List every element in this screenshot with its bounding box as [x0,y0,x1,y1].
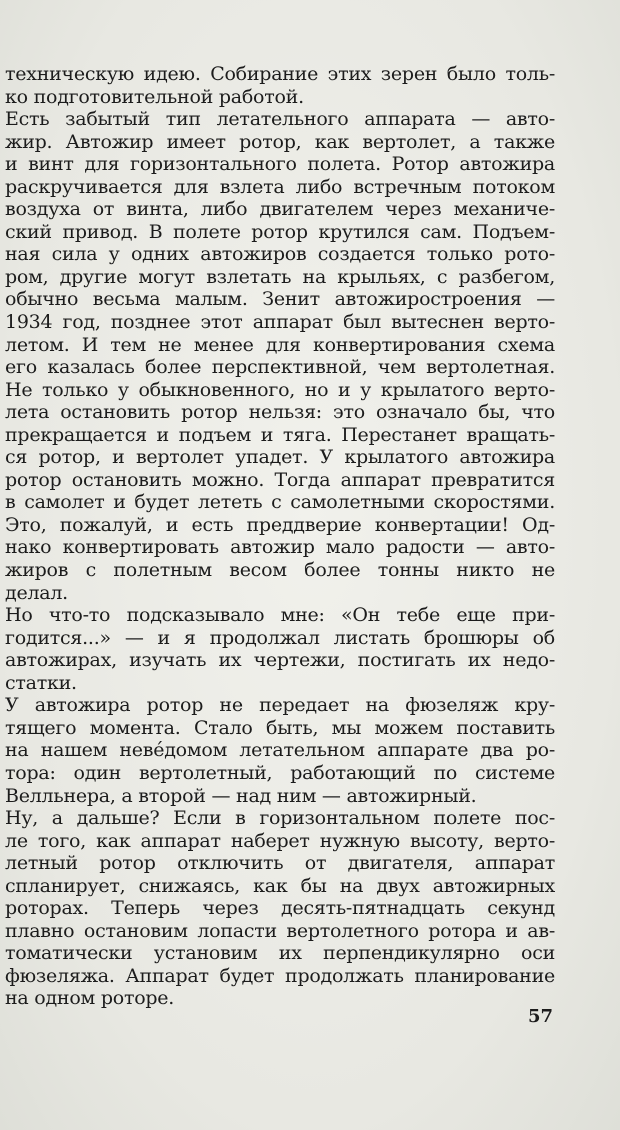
text-line: Не только у обыкновенного, но и у крылатого верто- [5,378,555,401]
body-text [5,63,555,1010]
text-line: фюзеляжа. Аппарат будет продолжать планирование [5,964,555,987]
text-line: в самолет и будет лететь с самолетными скоростями. [5,491,555,514]
text-line: ле того, как аппарат наберет нужную высоту, верто- [5,829,555,852]
paragraph [5,63,555,108]
text-line: Велльнера, а второй — над ним — автожирный. [5,784,477,807]
text-line: ротор остановить можно. Тогда аппарат превратится [5,468,555,491]
text-line: прекращается и подъем и тяга. Перестанет вращать- [5,423,555,446]
text-line: на одном роторе. [5,987,175,1010]
text-line: воздуха от винта, либо двигателем через механиче- [5,198,555,221]
text-line: томатически установим их перпендикулярно оси [5,942,555,965]
text-line: техническую идею. Собирание этих зерен было толь- [5,63,555,85]
text-line: ся ротор, и вертолет упадет. У крылатого автожира [5,446,555,469]
text-line: Есть забытый тип летательного аппарата — авто- [5,108,555,131]
text-line: Это, пожалуй, и есть преддверие конвертации! Од- [5,513,555,536]
text-line: тящего момента. Стало быть, мы можем поставить [5,716,555,739]
text-line: 1934 год, позднее этот аппарат был вытеснен верто- [5,311,555,334]
text-line: лета остановить ротор нельзя: это означало бы, что [5,401,555,424]
text-line: обычно весьма малым. Зенит автожиростроения — [5,288,555,311]
text-line: летом. И тем не менее для конвертирования схема [5,333,555,356]
text-line: Но что-то подсказывало мне: «Он тебе еще при- [5,604,555,627]
text-line: спланирует, снижаясь, как бы на двух автожирных [5,874,555,897]
text-line: Ну, а дальше? Если в горизонтальном полете пос- [5,807,555,830]
text-line: ский привод. В полете ротор крутился сам. Подъем- [5,220,555,243]
text-line: жиров с полетным весом более тонны никто не [5,559,555,582]
text-line: тора: один вертолетный, работающий по системе [5,761,555,784]
text-line: нако конвертировать автожир мало радости — авто- [5,536,555,559]
paragraph [5,108,555,604]
text-line: летный ротор отключить от двигателя, аппарат [5,852,555,875]
text-line: У автожира ротор не передает на фюзеляж кру- [5,694,555,717]
paragraph [5,807,555,1010]
text-line: годится...» — и я продолжал листать брошюры об [5,626,555,649]
paragraph [5,604,555,694]
text-line: на нашем невéдомом летательном аппарате два ро- [5,739,555,762]
text-line: раскручивается для взлета либо встречным потоком [5,175,555,198]
text-line: автожирах, изучать их чертежи, постигать их недо- [5,649,555,672]
text-line: плавно остановим лопасти вертолетного ротора и ав- [5,919,555,942]
text-line: роторах. Теперь через десять-пятнадцать секунд [5,897,555,920]
text-line: ром, другие могут взлетать на крыльях, с разбегом, [5,265,555,288]
text-line: ко подготовительной работой. [5,85,304,108]
text-line: и винт для горизонтального полета. Ротор автожира [5,153,555,176]
text-line: ная сила у одних автожиров создается только рото- [5,243,555,266]
text-line: статки. [5,671,77,694]
text-line: жир. Автожир имеет ротор, как вертолет, а также [5,130,555,153]
text-line: его казалась более перспективной, чем вертолетная. [5,356,555,379]
paragraph [5,694,555,807]
text-line: делал. [5,581,68,604]
page-number: 57 [528,1006,554,1027]
